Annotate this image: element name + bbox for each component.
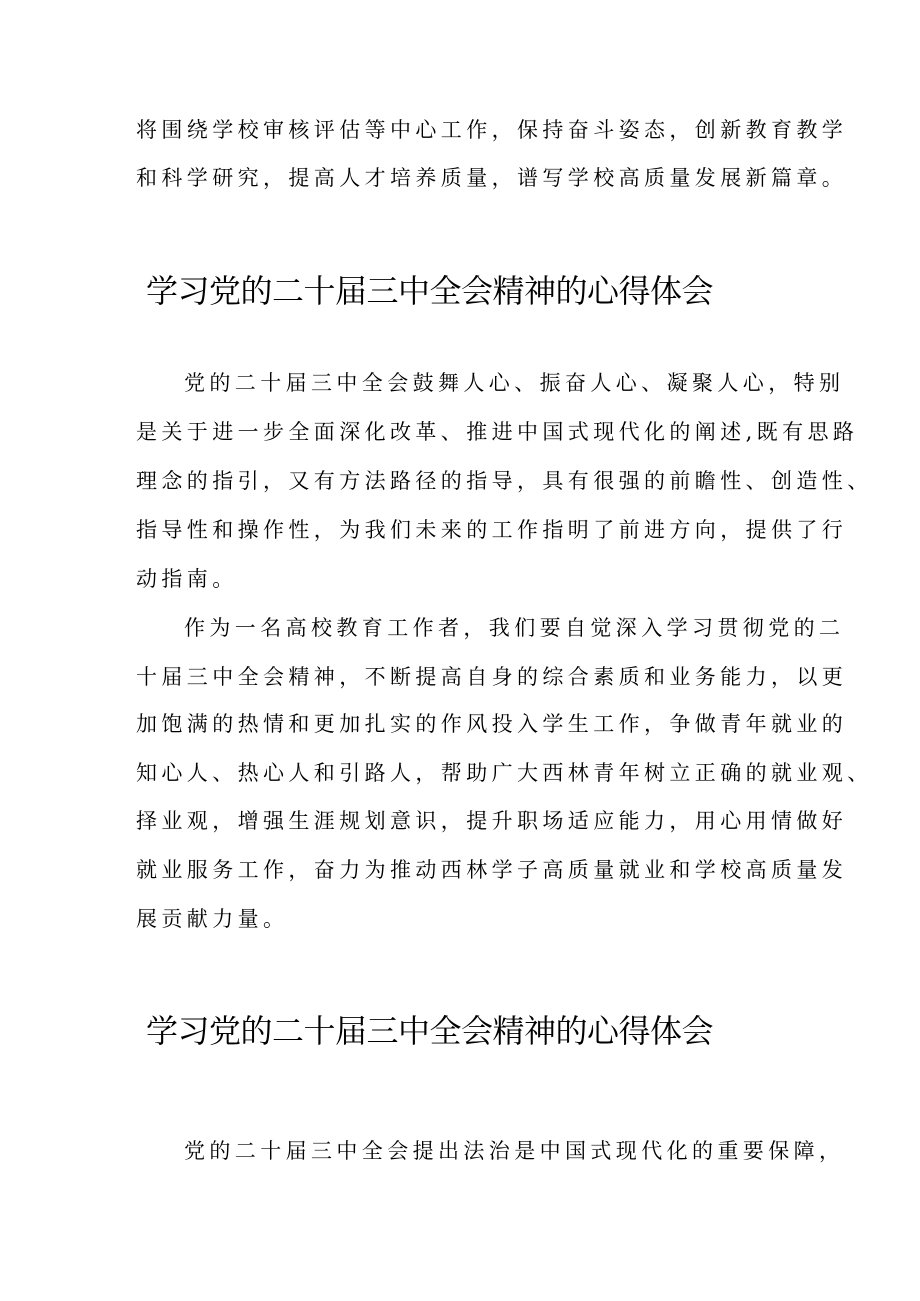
- s1-p2-line-6: 就业服务工作，奋力为推动西林学子高质量就业和学校高质量发: [136, 858, 848, 882]
- section-2-title: 学习党的二十届三中全会精神的心得体会: [146, 1012, 714, 1050]
- s1-p1-line-2: 是关于进一步全面深化改革、推进中国式现代化的阐述,既有思路: [136, 420, 859, 444]
- intro-line-1: 将围绕学校审核评估等中心工作，保持奋斗姿态，创新教育教学: [136, 118, 848, 142]
- s1-p2-line-3: 加饱满的热情和更加扎实的作风投入学生工作，争做青年就业的: [136, 712, 848, 736]
- s1-p1-line-3: 理念的指引，又有方法路径的指导，具有很强的前瞻性、创造性、: [136, 469, 873, 493]
- s1-p2-line-4: 知心人、热心人和引路人，帮助广大西林青年树立正确的就业观、: [136, 761, 873, 785]
- section-1-title: 学习党的二十届三中全会精神的心得体会: [146, 272, 714, 310]
- s1-p2-line-2: 十届三中全会精神，不断提高自身的综合素质和业务能力，以更: [136, 665, 848, 689]
- intro-line-2: 和科学研究，提高人才培养质量，谱写学校高质量发展新篇章。: [136, 166, 848, 190]
- s1-p1-line-5: 动指南。: [136, 567, 238, 591]
- s1-p2-line-7: 展贡献力量。: [136, 907, 289, 931]
- s1-p1-line-1: 党的二十届三中全会鼓舞人心、振奋人心、凝聚人心，特别: [184, 371, 845, 395]
- s1-p2-line-1: 作为一名高校教育工作者，我们要自觉深入学习贯彻党的二: [184, 616, 845, 640]
- s1-p2-line-5: 择业观，增强生涯规划意识，提升职场适应能力，用心用情做好: [136, 809, 848, 833]
- s2-p1-line-1: 党的二十届三中全会提出法治是中国式现代化的重要保障，: [184, 1139, 845, 1163]
- s1-p1-line-4: 指导性和操作性，为我们未来的工作指明了前进方向，提供了行: [136, 518, 848, 542]
